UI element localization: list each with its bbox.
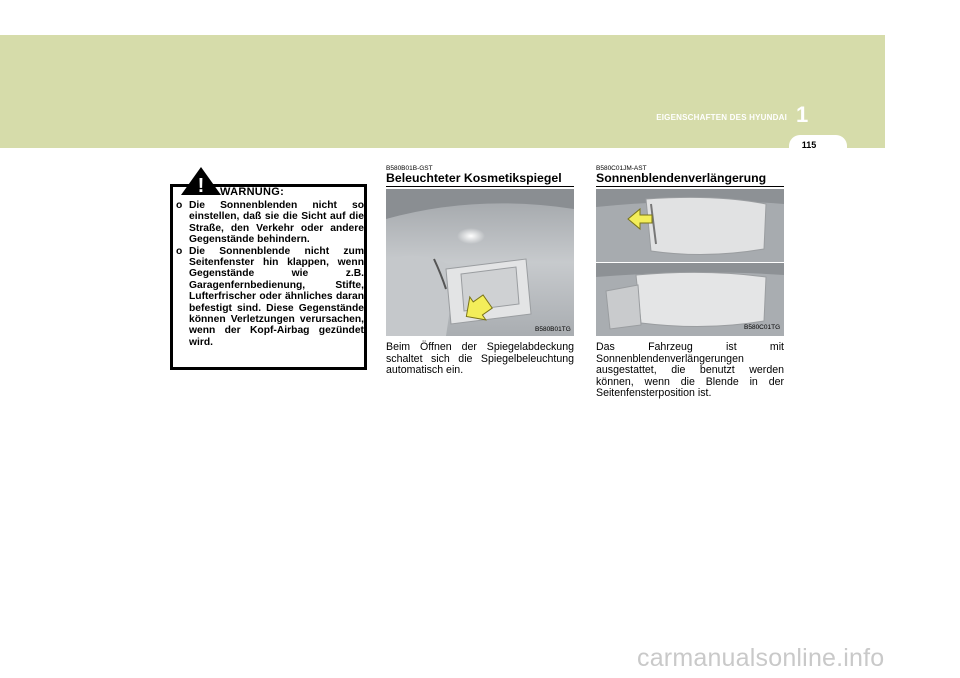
warning-heading: WARNUNG: bbox=[220, 186, 285, 198]
mirror-photo bbox=[386, 189, 574, 336]
photo-code: B580B01TG bbox=[535, 326, 571, 333]
section-title: Sonnenblendenverlängerung bbox=[596, 171, 767, 185]
warning-symbol: ! bbox=[197, 175, 205, 196]
warning-bullet: o bbox=[176, 200, 183, 211]
warning-list bbox=[176, 200, 364, 348]
page-number: 115 bbox=[801, 140, 817, 150]
photo-code: B580C01TG bbox=[744, 324, 781, 331]
warning-item-text: Die Sonnenblenden nicht so einstellen, daß sie die Sicht auf die Straße, den Verkehr oder andere Gegenstände behindern. bbox=[189, 200, 364, 246]
warning-item-text: Die Sonnenblende nicht zum Seitenfenster hin klappen, wenn Gegenstände wie z.B. Garagenfernbedienung, Stifte, Lufterfrischer oder ähnliches daran befestigt sind. Diese Gegenstände können Verletzungen verursachen, wenn der Kopf-Airbag gezündet wird. bbox=[189, 245, 364, 348]
warning-item bbox=[176, 246, 364, 349]
warning-item bbox=[176, 200, 364, 246]
section-rule bbox=[386, 186, 574, 187]
section-rule bbox=[596, 186, 784, 187]
visor-photo-top bbox=[596, 189, 784, 262]
section-title: Beleuchteter Kosmetikspiegel bbox=[386, 171, 562, 185]
chapter-number: 1 bbox=[796, 102, 809, 127]
header-band bbox=[0, 35, 885, 148]
watermark: carmanualsonline.info bbox=[637, 644, 885, 672]
mirror-body-text: Beim Öffnen der Spiegelabdeckung schaltet sich die Spiegelbeleuchtung automatisch ein. bbox=[386, 341, 574, 377]
warning-bullet: o bbox=[176, 245, 183, 257]
section-code: B580B01B-GST bbox=[386, 165, 433, 172]
visor-body-text: Das Fahrzeug ist mit Sonnenblendenverlängerungen ausgestattet, die benutzt werden können, wenn die Blende in der Seitenfensterposition ist. bbox=[596, 341, 784, 400]
section-code: B580C01JM-AST bbox=[596, 165, 647, 172]
chapter-title: EIGENSCHAFTEN DES HYUNDAI bbox=[656, 113, 787, 122]
warning-triangle-icon bbox=[180, 166, 222, 196]
